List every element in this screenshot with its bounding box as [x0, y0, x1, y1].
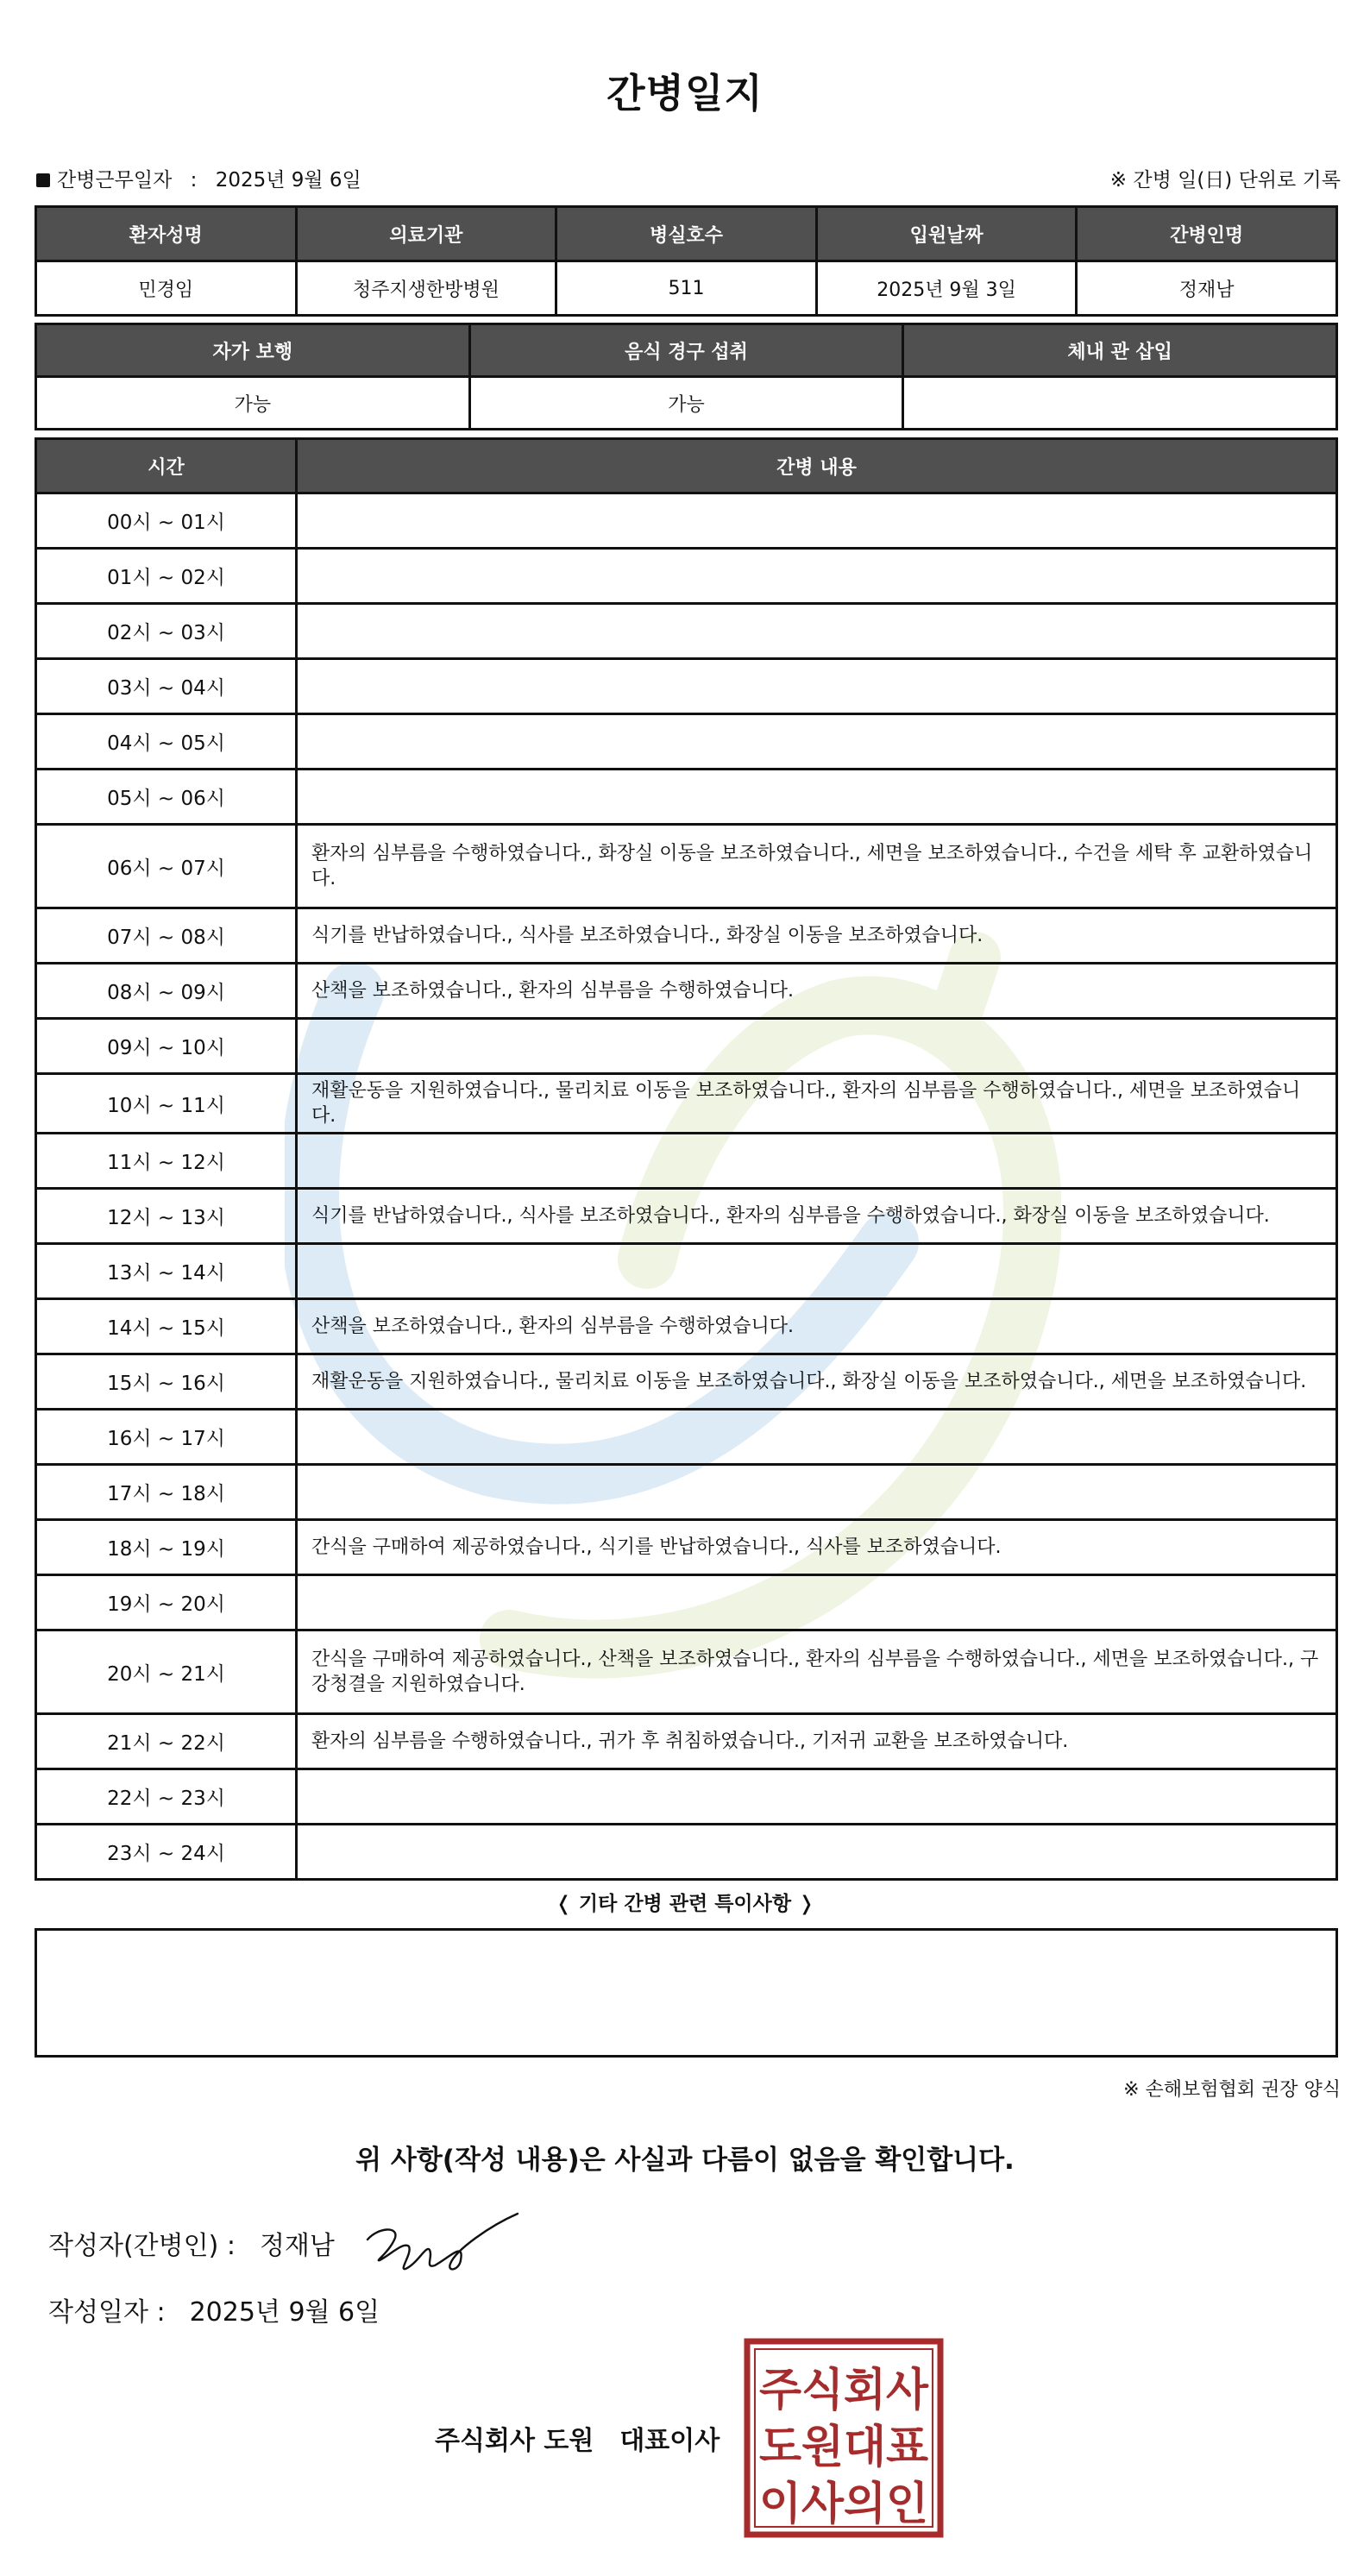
work-date-separator: : [190, 169, 198, 192]
work-date-label: 간병근무일자 [57, 169, 173, 192]
care-log-content [297, 1019, 1337, 1074]
care-log-time: 14시 ~ 15시 [36, 1299, 297, 1354]
confirmation-statement: 위 사항(작성 내용)은 사실과 다름이 없음을 확인합니다. [355, 2145, 1015, 2176]
care-log-row [36, 1465, 1337, 1520]
care-log-row [36, 714, 1337, 770]
svg-text:주식회사: 주식회사 [759, 2365, 929, 2416]
ceo-title: 대표이사 [619, 2426, 720, 2456]
care-log-content [297, 1575, 1337, 1630]
care-log-time: 13시 ~ 14시 [36, 1244, 297, 1299]
written-date-label: 작성일자 : [48, 2297, 166, 2328]
care-log-row [36, 604, 1337, 659]
bullet-square-icon [36, 173, 50, 187]
header-caregiver-name: 간병인명 [1077, 207, 1337, 261]
care-log-row [36, 1019, 1337, 1074]
header-oral-intake: 음식 경구 섭취 [469, 324, 903, 377]
care-log-time: 17시 ~ 18시 [36, 1465, 297, 1520]
svg-text:도원대표: 도원대표 [759, 2422, 928, 2473]
form-source-note: ※ 손해보험협회 권장 양식 [1123, 2079, 1341, 2101]
oral-intake-value: 가능 [469, 377, 903, 430]
room-number: 511 [556, 261, 817, 316]
caregiver-name: 정재남 [1077, 261, 1337, 316]
care-log-time: 20시 ~ 21시 [36, 1630, 297, 1714]
care-log-row [36, 1134, 1337, 1189]
care-log-content: 재활운동을 지원하였습니다., 물리치료 이동을 보조하였습니다., 환자의 심부름을 수행하였습니다., 세면을 보조하였습니다. [297, 1074, 1337, 1134]
care-log-time: 21시 ~ 22시 [36, 1714, 297, 1769]
care-log-content [297, 1769, 1337, 1825]
care-log-header-row [36, 439, 1337, 493]
header-patient-name: 환자성명 [36, 207, 297, 261]
care-log-body [36, 493, 1337, 1880]
care-log-content [297, 1134, 1337, 1189]
header-time: 시간 [36, 439, 297, 493]
patient-status-table [35, 323, 1338, 430]
care-log-time: 09시 ~ 10시 [36, 1019, 297, 1074]
care-log-content [297, 604, 1337, 659]
care-log-row [36, 1354, 1337, 1410]
care-log-row [36, 1410, 1337, 1465]
self-walking-value: 가능 [36, 377, 470, 430]
care-log-content [297, 1465, 1337, 1520]
header-room-number: 병실호수 [556, 207, 817, 261]
care-log-content: 재활운동을 지원하였습니다., 물리치료 이동을 보조하였습니다., 화장실 이동을 보조하였습니다., 세면을 보조하였습니다. [297, 1354, 1337, 1410]
care-log-time: 03시 ~ 04시 [36, 659, 297, 714]
care-log-time: 16시 ~ 17시 [36, 1410, 297, 1465]
care-log-time: 12시 ~ 13시 [36, 1189, 297, 1244]
care-log-content [297, 714, 1337, 770]
care-log-time: 15시 ~ 16시 [36, 1354, 297, 1410]
care-log-row [36, 1520, 1337, 1575]
care-log-time: 19시 ~ 20시 [36, 1575, 297, 1630]
care-log-content: 식기를 반납하였습니다., 식사를 보조하였습니다., 환자의 심부름을 수행하였습니다., 화장실 이동을 보조하였습니다. [297, 1189, 1337, 1244]
header-hospital: 의료기관 [296, 207, 556, 261]
care-log-row [36, 549, 1337, 604]
care-log-time: 06시 ~ 07시 [36, 825, 297, 908]
care-log-time: 07시 ~ 08시 [36, 908, 297, 964]
care-log-row [36, 659, 1337, 714]
patient-name: 민경임 [36, 261, 297, 316]
care-log-time: 23시 ~ 24시 [36, 1825, 297, 1880]
patient-info-value-row [36, 261, 1337, 316]
care-log-row [36, 1714, 1337, 1769]
care-log-content [297, 1825, 1337, 1880]
remarks-title: ❬ 기타 간병 관련 특이사항 ❭ [555, 1893, 815, 1915]
care-log-row [36, 1825, 1337, 1880]
care-log-time: 05시 ~ 06시 [36, 770, 297, 825]
care-log-content: 환자의 심부름을 수행하였습니다., 화장실 이동을 보조하였습니다., 세면을 보조하였습니다., 수건을 세탁 후 교환하였습니다. [297, 825, 1337, 908]
patient-status-value-row [36, 377, 1337, 430]
care-log-row [36, 1189, 1337, 1244]
care-log-content: 산책을 보조하였습니다., 환자의 심부름을 수행하였습니다. [297, 964, 1337, 1019]
care-log-row [36, 908, 1337, 964]
header-admission-date: 입원날짜 [816, 207, 1077, 261]
record-unit-note: ※ 간병 일(日) 단위로 기록 [1109, 169, 1341, 192]
care-log-time: 02시 ~ 03시 [36, 604, 297, 659]
care-log-content: 간식을 구매하여 제공하였습니다., 식기를 반납하였습니다., 식사를 보조하였습니다. [297, 1520, 1337, 1575]
header-care-content: 간병 내용 [297, 439, 1337, 493]
patient-status-header-row [36, 324, 1337, 377]
care-log-table [35, 437, 1338, 1881]
writer-label: 작성자(간병인) : [48, 2231, 236, 2261]
care-log-row [36, 1074, 1337, 1134]
company-seal-stamp [744, 2338, 944, 2538]
hospital-name: 청주지생한방병원 [296, 261, 556, 316]
document-title: 간병일지 [606, 70, 764, 116]
company-name: 주식회사 도원 [435, 2426, 594, 2456]
work-date-line [36, 164, 361, 192]
care-log-row [36, 825, 1337, 908]
svg-text:이사의인: 이사의인 [759, 2479, 928, 2530]
care-log-time: 00시 ~ 01시 [36, 493, 297, 549]
care-log-content [297, 1410, 1337, 1465]
care-log-content: 식기를 반납하였습니다., 식사를 보조하였습니다., 화장실 이동을 보조하였습니다. [297, 908, 1337, 964]
writer-name: 정재남 [259, 2231, 335, 2261]
patient-info-header-row [36, 207, 1337, 261]
care-log-row [36, 1299, 1337, 1354]
care-log-content: 산책을 보조하였습니다., 환자의 심부름을 수행하였습니다. [297, 1299, 1337, 1354]
header-self-walking: 자가 보행 [36, 324, 470, 377]
company-line [435, 2419, 720, 2457]
care-log-content: 환자의 심부름을 수행하였습니다., 귀가 후 취침하였습니다., 기저귀 교환을 보조하였습니다. [297, 1714, 1337, 1769]
care-log-row [36, 770, 1337, 825]
care-log-content [297, 549, 1337, 604]
care-log-time: 22시 ~ 23시 [36, 1769, 297, 1825]
care-log-content [297, 1244, 1337, 1299]
tube-insertion-value [903, 377, 1337, 430]
patient-info-table [35, 205, 1338, 317]
care-log-time: 01시 ~ 02시 [36, 549, 297, 604]
care-log-row [36, 493, 1337, 549]
care-log-content [297, 770, 1337, 825]
work-date-value: 2025년 9월 6일 [215, 169, 361, 192]
care-log-row [36, 1630, 1337, 1714]
care-log-time: 04시 ~ 05시 [36, 714, 297, 770]
care-log-time: 08시 ~ 09시 [36, 964, 297, 1019]
care-log-time: 10시 ~ 11시 [36, 1074, 297, 1134]
care-log-row [36, 964, 1337, 1019]
admission-date: 2025년 9월 3일 [816, 261, 1077, 316]
care-log-time: 11시 ~ 12시 [36, 1134, 297, 1189]
care-log-row [36, 1769, 1337, 1825]
written-date-value: 2025년 9월 6일 [189, 2297, 380, 2328]
care-log-content [297, 493, 1337, 549]
handwritten-signature [361, 2208, 525, 2278]
remarks-box [35, 1928, 1338, 2058]
header-tube-insertion: 체내 관 삽입 [903, 324, 1337, 377]
care-log-row [36, 1575, 1337, 1630]
written-date-line [48, 2290, 380, 2328]
care-log-content: 간식을 구매하여 제공하였습니다., 산책을 보조하였습니다., 환자의 심부름을 수행하였습니다., 세면을 보조하였습니다., 구강청결을 지원하였습니다. [297, 1630, 1337, 1714]
writer-line [48, 2224, 335, 2262]
care-log-time: 18시 ~ 19시 [36, 1520, 297, 1575]
care-log-content [297, 659, 1337, 714]
care-log-row [36, 1244, 1337, 1299]
